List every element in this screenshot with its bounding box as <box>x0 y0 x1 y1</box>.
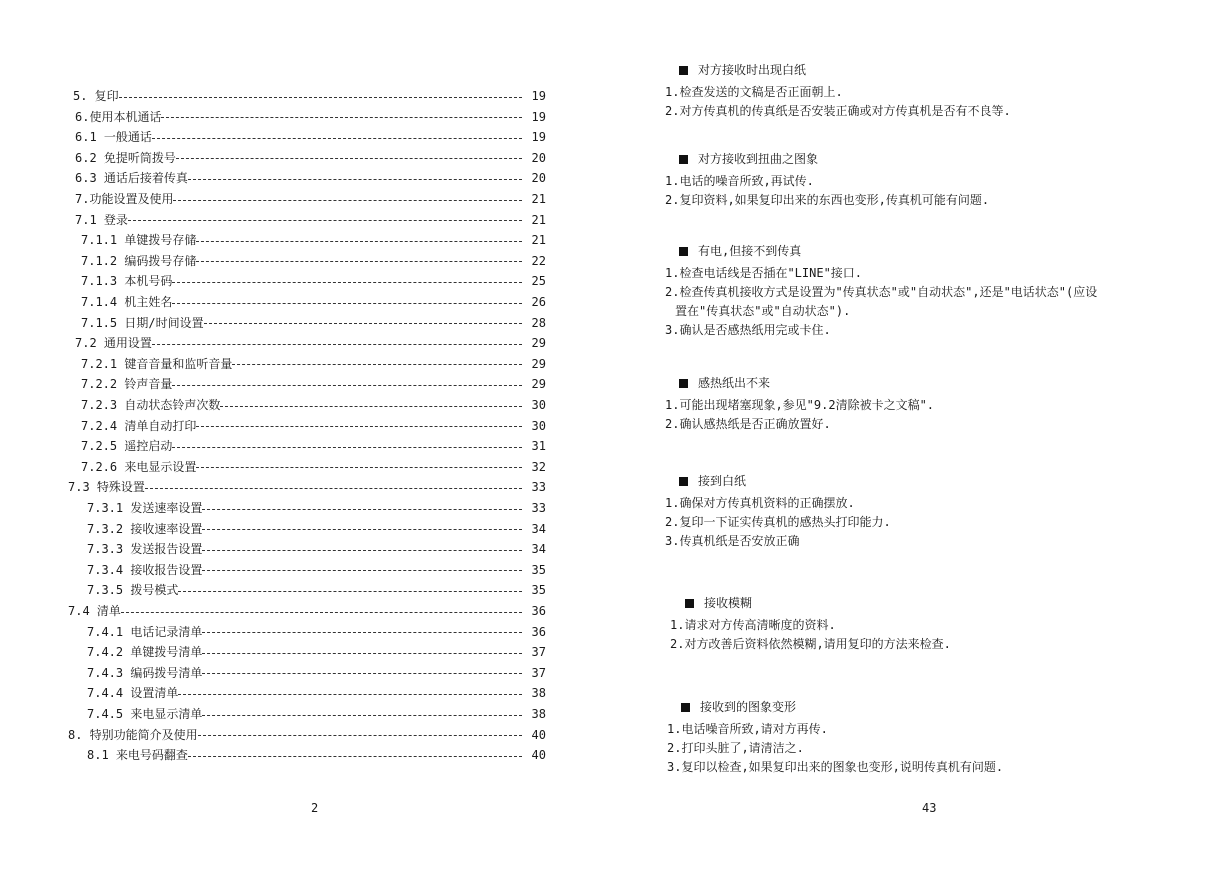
toc-entry-title: 7.3.5 拨号模式 <box>87 583 179 598</box>
toc-entry-title: 7.1.3 本机号码 <box>81 274 173 289</box>
toc-entry-page: 40 <box>531 727 546 742</box>
toc-entry-page: 33 <box>531 501 546 515</box>
toc-entry-title: 7.2.3 自动状态铃声次数 <box>81 398 221 412</box>
toc-entry-title: 7.4.1 电话记录清单 <box>87 624 203 639</box>
toc-entry-page: 36 <box>531 624 546 639</box>
trouble-section <box>667 698 1187 777</box>
trouble-item-text: 1.电话的噪音所致,再试传. <box>665 174 814 188</box>
toc-entry-page: 30 <box>531 398 546 412</box>
trouble-item-list <box>665 83 1185 121</box>
trouble-item <box>665 83 1185 102</box>
square-bullet-icon <box>685 599 694 608</box>
trouble-item <box>665 283 1185 321</box>
toc-entry-title: 7.1 登录 <box>75 212 128 227</box>
toc-entry-title: 6.1 一般通话 <box>75 130 152 145</box>
toc-entry-title: 7.2.2 铃声音量 <box>81 377 173 392</box>
trouble-item-text: 1.请求对方传高清晰度的资料. <box>670 618 836 632</box>
trouble-heading <box>667 698 1187 716</box>
trouble-heading-text: 对方接收时出现白纸 <box>698 63 807 77</box>
trouble-item <box>665 513 1185 532</box>
trouble-item-text: 3.传真机纸是否安放正确 <box>665 534 800 548</box>
toc-entry-page: 34 <box>531 542 546 557</box>
toc-entry-page: 34 <box>531 521 546 536</box>
toc-entry-title: 7.4.3 编码拨号清单 <box>87 665 203 680</box>
toc-entry-title: 7.1.2 编码拨号存储 <box>81 253 197 268</box>
toc-entry-page: 38 <box>531 707 546 721</box>
toc-entry-page: 40 <box>531 748 546 763</box>
trouble-item <box>665 191 1185 210</box>
toc-entry-title: 6.使用本机通话 <box>75 109 162 124</box>
toc-entry-page: 31 <box>531 439 546 454</box>
trouble-heading-text: 对方接收到扭曲之图象 <box>698 152 819 166</box>
toc-entry-page: 21 <box>531 192 546 206</box>
trouble-section <box>670 594 1190 654</box>
toc-entry-title: 7.3.2 接收速率设置 <box>87 521 203 536</box>
toc-entry-title: 5. 复印 <box>73 89 119 103</box>
trouble-heading-text: 接收模糊 <box>704 596 753 610</box>
trouble-item-text: 1.检查发送的文稿是否正面朝上. <box>665 85 843 99</box>
trouble-item-text: 1.电话噪音所致,请对方再传. <box>667 722 828 736</box>
toc-entry-title: 7.功能设置及使用 <box>75 192 174 206</box>
trouble-item-text: 3.确认是否感热纸用完或卡住. <box>665 323 831 337</box>
toc-entry-page: 22 <box>531 253 546 268</box>
trouble-item <box>665 172 1185 191</box>
trouble-section <box>665 61 1185 121</box>
toc-entry-page: 29 <box>531 377 546 392</box>
trouble-section <box>665 242 1185 340</box>
toc-entry-page: 29 <box>531 336 546 351</box>
square-bullet-icon <box>679 66 688 75</box>
trouble-section <box>665 150 1185 210</box>
toc-entry-title: 7.4.4 设置清单 <box>87 686 179 701</box>
trouble-item-list <box>667 720 1187 777</box>
trouble-item <box>665 415 1185 434</box>
trouble-item-list <box>665 396 1185 434</box>
toc-entry-page: 21 <box>531 212 546 227</box>
trouble-item-list <box>665 494 1185 551</box>
trouble-item <box>667 739 1187 758</box>
toc-entry-title: 7.4.5 来电显示清单 <box>87 707 203 721</box>
trouble-item-text: 2.检查传真机接收方式是设置为"传真状态"或"自动状态",还是"电话状态"(应设 <box>665 285 1098 299</box>
toc-entry-page: 20 <box>531 171 546 186</box>
toc-entry-page: 19 <box>531 130 546 145</box>
toc-entry-page: 32 <box>531 459 546 474</box>
trouble-item-text: 2.对方改善后资料依然模糊,请用复印的方法来检查. <box>670 637 951 651</box>
trouble-heading <box>665 150 1185 168</box>
trouble-item-text: 1.检查电话线是否插在"LINE"接口. <box>665 266 863 280</box>
left-page-number: 2 <box>311 801 319 815</box>
trouble-section <box>665 374 1185 434</box>
trouble-item-text: 1.可能出现堵塞现象,参见"9.2清除被卡之文稿". <box>665 398 935 412</box>
trouble-heading <box>665 374 1185 392</box>
toc-entry-page: 37 <box>531 645 546 660</box>
trouble-item <box>665 321 1185 340</box>
toc-entry-page: 29 <box>531 356 546 371</box>
toc-entry-page: 38 <box>531 686 546 701</box>
trouble-item <box>667 758 1187 777</box>
trouble-item <box>665 396 1185 415</box>
toc-entry-title: 7.1.5 日期/时间设置 <box>81 315 204 330</box>
toc-entry-title: 7.3.3 发送报告设置 <box>87 542 203 557</box>
trouble-item-continuation: 置在"传真状态"或"自动状态"). <box>675 304 851 318</box>
toc-entry-page: 37 <box>531 665 546 680</box>
trouble-section <box>665 472 1185 551</box>
trouble-item-list <box>665 172 1185 210</box>
toc-entry-title: 6.3 通话后接着传真 <box>75 171 188 186</box>
toc-entry-page: 35 <box>531 583 546 598</box>
trouble-item-text: 2.确认感热纸是否正确放置好. <box>665 417 831 431</box>
trouble-item <box>665 264 1185 283</box>
toc-entry-title: 7.1.1 单键拨号存储 <box>81 233 197 248</box>
toc-entry-title: 7.3.4 接收报告设置 <box>87 562 203 577</box>
trouble-item <box>670 616 1190 635</box>
trouble-heading-text: 感热纸出不来 <box>698 376 771 390</box>
trouble-item-text: 1.确保对方传真机资料的正确摆放. <box>665 496 855 510</box>
toc-entry-page: 19 <box>531 89 546 103</box>
toc-entry-page: 36 <box>531 604 546 618</box>
trouble-heading <box>665 61 1185 79</box>
trouble-item-list <box>670 616 1190 654</box>
toc-entry-title: 7.3 特殊设置 <box>68 480 145 495</box>
trouble-item <box>665 532 1185 551</box>
toc-entry-title: 8.1 来电号码翻查 <box>87 748 188 763</box>
toc-entry-page: 35 <box>531 562 546 577</box>
toc-entry-title: 8. 特别功能简介及使用 <box>68 727 198 742</box>
toc-entry-page: 28 <box>531 315 546 330</box>
toc-entry-page: 26 <box>531 295 546 309</box>
toc-entry-page: 21 <box>531 233 546 248</box>
toc-entry-title: 7.2 通用设置 <box>75 336 152 351</box>
trouble-heading-text: 有电,但接不到传真 <box>698 244 802 258</box>
trouble-heading <box>665 242 1185 260</box>
toc-entry-title: 6.2 免提听筒拨号 <box>75 150 176 165</box>
toc-entry-page: 20 <box>531 150 546 165</box>
trouble-item-text: 3.复印以检查,如果复印出来的图象也变形,说明传真机有问题. <box>667 760 1004 774</box>
trouble-item <box>665 102 1185 121</box>
trouble-item-text: 2.复印一下证实传真机的感热头打印能力. <box>665 515 891 529</box>
trouble-heading <box>670 594 1190 612</box>
right-page-number: 43 <box>922 801 937 815</box>
toc-entry-title: 7.1.4 机主姓名 <box>81 295 173 309</box>
trouble-heading-text: 接到白纸 <box>698 474 747 488</box>
toc-entry-title: 7.2.4 清单自动打印 <box>81 418 197 433</box>
trouble-item-text: 2.打印头脏了,请清洁之. <box>667 741 804 755</box>
square-bullet-icon <box>679 379 688 388</box>
square-bullet-icon <box>679 477 688 486</box>
toc-entry-page: 25 <box>531 274 546 289</box>
trouble-item-text: 2.对方传真机的传真纸是否安装正确或对方传真机是否有不良等. <box>665 104 1011 118</box>
trouble-item <box>670 635 1190 654</box>
trouble-item <box>667 720 1187 739</box>
square-bullet-icon <box>681 703 690 712</box>
toc-entry-page: 30 <box>531 418 546 433</box>
square-bullet-icon <box>679 247 688 256</box>
toc-entry-page: 19 <box>531 109 546 124</box>
toc-entry-title: 7.4 清单 <box>68 604 121 618</box>
toc-entry-page: 33 <box>531 480 546 495</box>
square-bullet-icon <box>679 155 688 164</box>
trouble-item-text: 2.复印资料,如果复印出来的东西也变形,传真机可能有问题. <box>665 193 990 207</box>
toc-entry-title: 7.2.5 遥控启动 <box>81 439 173 454</box>
trouble-heading-text: 接收到的图象变形 <box>700 700 797 714</box>
toc-entry-title: 7.2.6 来电显示设置 <box>81 459 197 474</box>
toc-entry-title: 7.4.2 单键拨号清单 <box>87 645 203 660</box>
trouble-item-list <box>665 264 1185 340</box>
toc-entry-title: 7.2.1 键音音量和监听音量 <box>81 356 233 371</box>
toc-entry-title: 7.3.1 发送速率设置 <box>87 501 203 515</box>
trouble-item <box>665 494 1185 513</box>
trouble-heading <box>665 472 1185 490</box>
